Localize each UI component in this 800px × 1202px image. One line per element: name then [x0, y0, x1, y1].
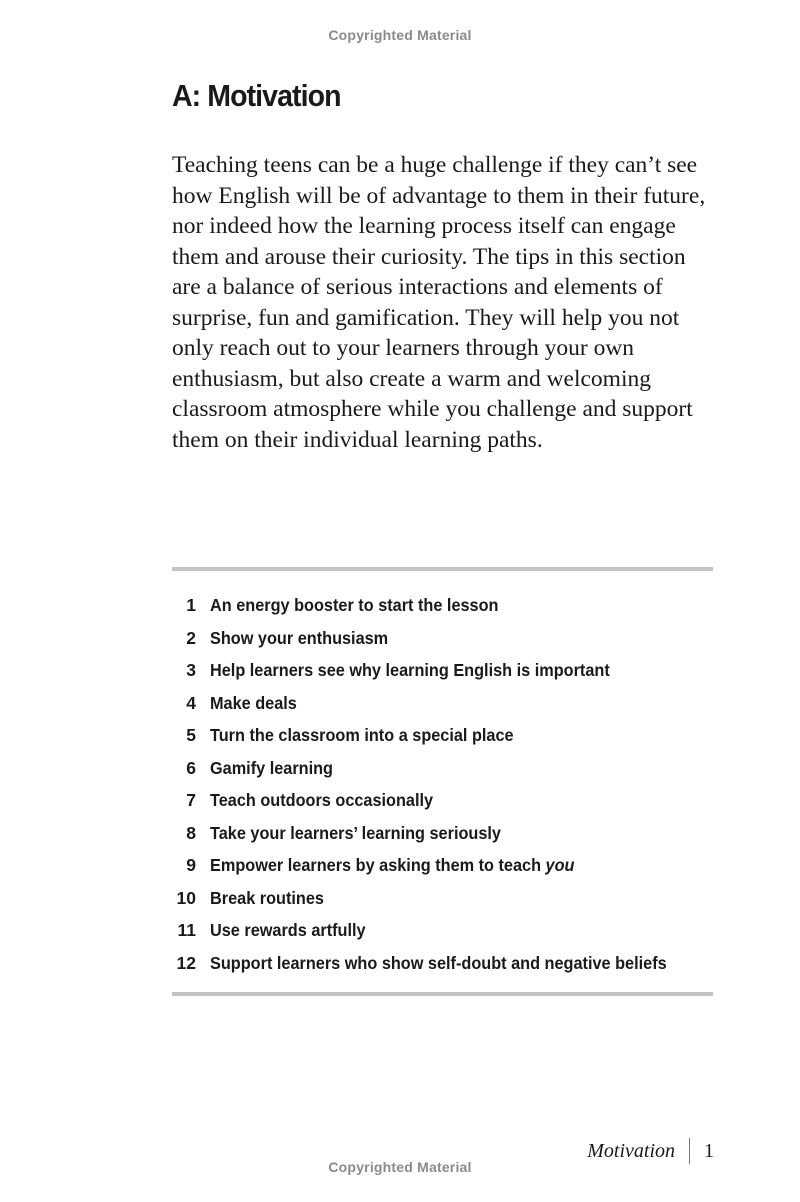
tip-title: Turn the classroom into a special place: [210, 725, 514, 745]
running-head: Motivation: [587, 1139, 675, 1162]
tip-item: [172, 624, 732, 657]
tip-number: 5: [186, 725, 196, 745]
tip-title: Gamify learning: [210, 757, 334, 778]
tip-item: [172, 591, 732, 624]
tip-number: 10: [176, 887, 196, 908]
section-intro-paragraph: Teaching teens can be a huge challenge if they can’t see how English will be of advantage to them in their future, nor indeed how the learning process itself can engage them and arouse their curiosity. The tips in this section are a balance of serious interactions and elements of surprise, fun and gamification. They will help you not only reach out to your learners through your own enthusiasm, but also create a warm and welcoming classroom atmosphere while you challenge and support them on their individual learning paths.: [172, 152, 706, 453]
tip-item: [172, 819, 732, 852]
tip-number: 3: [186, 660, 196, 680]
tip-item: [172, 851, 732, 884]
tip-title: An energy booster to start the lesson: [210, 595, 499, 615]
tip-number: 11: [177, 920, 196, 940]
tips-list-top-rule: [172, 567, 713, 571]
tip-item: [172, 884, 732, 917]
tip-number: 1: [186, 595, 196, 615]
tip-title: Support learners who show self-doubt and negative beliefs: [210, 952, 667, 973]
tip-number: 2: [186, 627, 196, 648]
tip-item: [172, 656, 732, 689]
tip-number: 12: [176, 952, 196, 973]
section-title: A: Motivation: [172, 78, 341, 113]
tip-number: 9: [186, 855, 196, 875]
tip-item: [172, 754, 732, 787]
tip-item: [172, 786, 732, 819]
tip-item: [172, 721, 732, 754]
copyright-watermark-bottom: Copyrighted Material: [328, 1159, 472, 1175]
tip-number: 8: [186, 822, 196, 843]
tip-title: Teach outdoors occasionally: [210, 790, 434, 810]
tip-title: Empower learners by asking them to teach you: [210, 855, 575, 875]
tip-title: Help learners see why learning English is important: [210, 660, 610, 680]
copyright-watermark-top: Copyrighted Material: [328, 27, 472, 43]
tip-title: Take your learners’ learning seriously: [210, 822, 501, 843]
tip-item: [172, 689, 732, 722]
tip-emphasis: you: [545, 855, 575, 875]
tip-title: Show your enthusiasm: [210, 627, 389, 648]
tip-item: [172, 916, 732, 949]
tip-number: 7: [186, 790, 196, 810]
tip-title: Make deals: [210, 692, 297, 713]
page-number: 1: [704, 1139, 714, 1162]
tip-number: 4: [186, 692, 196, 713]
tip-item: [172, 949, 732, 982]
tip-title: Use rewards artfully: [210, 920, 366, 940]
tips-list-bottom-rule: [172, 992, 713, 996]
tip-number: 6: [186, 757, 196, 778]
tip-title: Break routines: [210, 887, 324, 908]
tips-list: [172, 591, 732, 981]
